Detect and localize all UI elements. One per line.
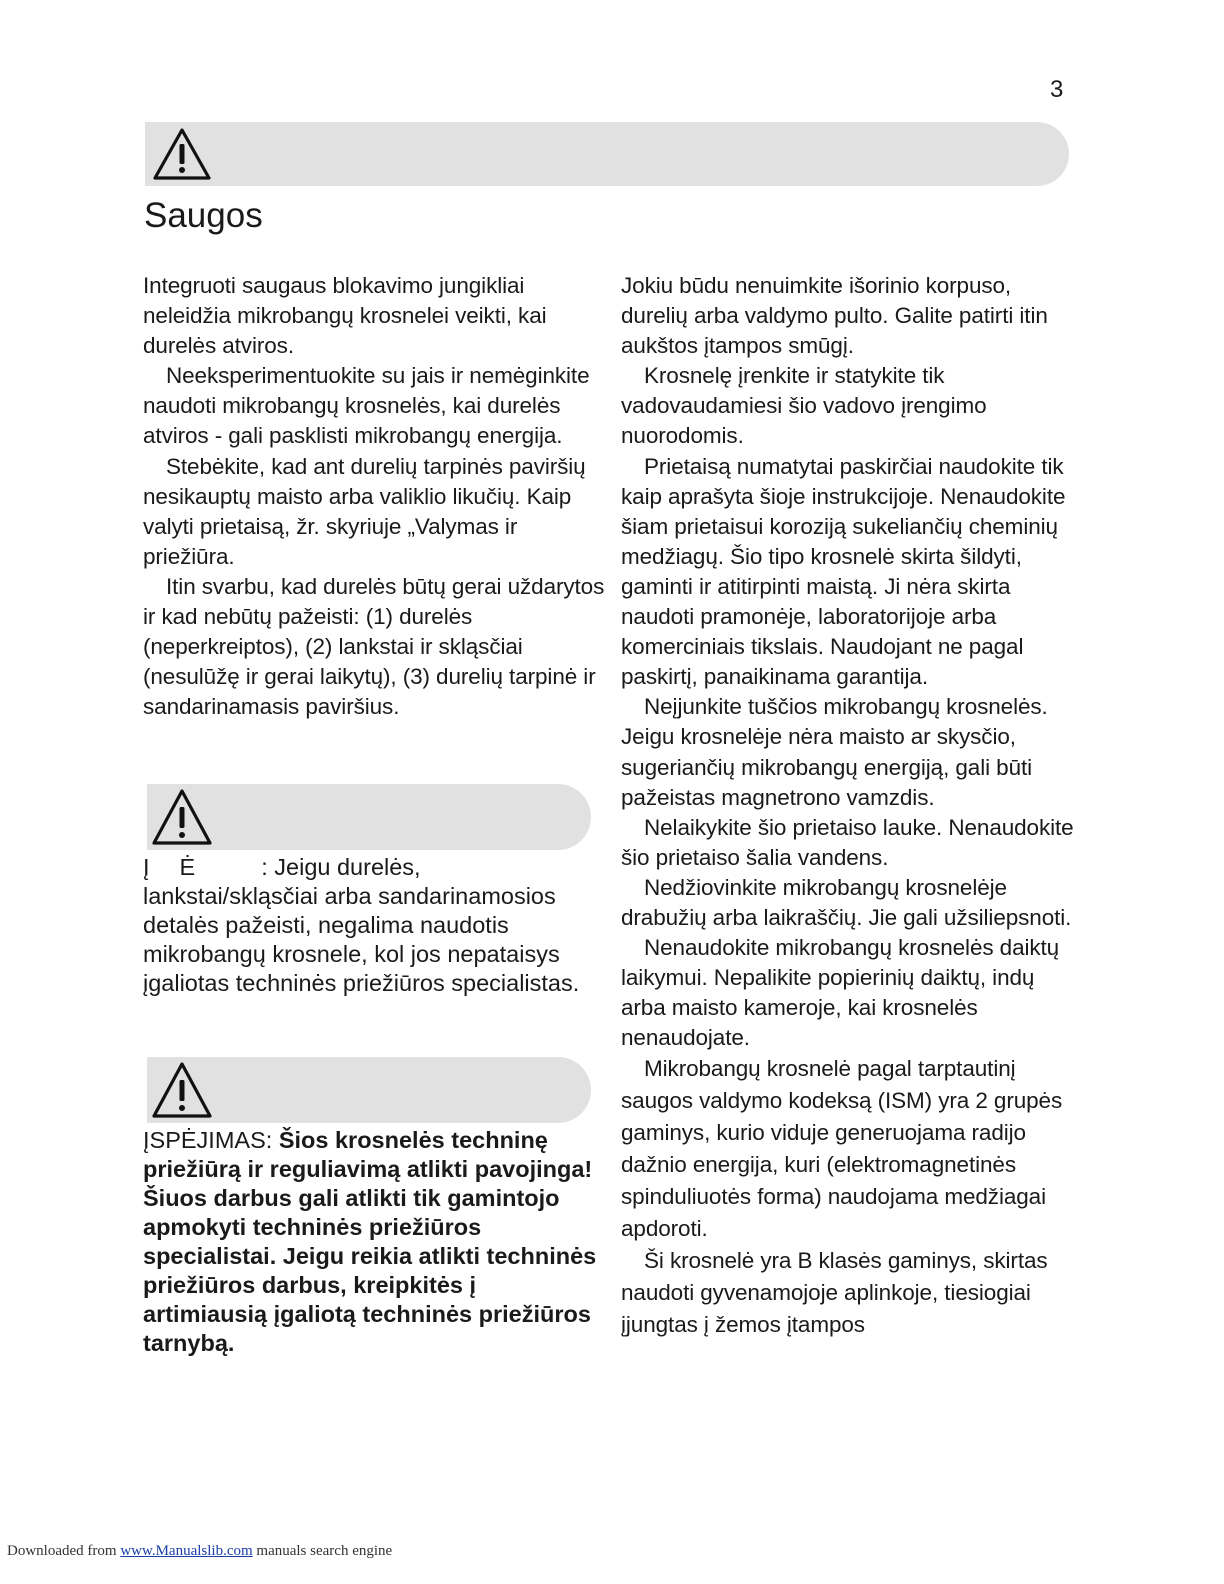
- paragraph: Nedžiovinkite mikrobangų krosnelėje drabužių arba laikraščių. Jie gali užsiliepsnoti.: [621, 874, 1072, 930]
- paragraph: Mikrobangų krosnelė pagal tarptautinį saugos valdymo kodeksą (ISM) yra 2 grupės gaminys, kurio viduje generuojama radijo dažnio energija, kuri (elektromagnetinės spinduliuotės forma) naudojama medžiagai apdoroti.: [621, 1056, 1063, 1242]
- warning-triangle-icon: [150, 1060, 214, 1120]
- footer: [7, 1543, 392, 1560]
- section-title: Saugos: [144, 196, 263, 235]
- paragraph: Neįjunkite tuščios mikrobangų krosnelės. Jeigu krosnelėje nėra maisto ar skysčio, sugeriančių mikrobangų energiją, gali būti pažeistas magnetrono vamzdis.: [621, 694, 1048, 810]
- paragraph: Nenaudokite mikrobangų krosnelės daiktų laikymui. Nepalikite popierinių daiktų, indų arba maisto kameroje, kai krosnelės nenaudojate.: [621, 935, 1060, 1051]
- warning-body: : Jeigu durelės, lankstai/skląsčiai arba sandarinamosios detalės pažeisti, negalima naudotis mikrobangų krosnele, kol jos nepataisys įgaliotas techninės priežiūros specialistas.: [143, 854, 580, 996]
- section-header-bar: [145, 122, 1069, 186]
- warning-label: ĮSPĖJIMAS:: [143, 1127, 279, 1153]
- warning-bar: [147, 1057, 591, 1123]
- warning-bar: [147, 784, 591, 850]
- paragraph: Prietaisą numatytai paskirčiai naudokite tik kaip aprašyta šioje instrukcijoje. Nenaudokite šiam prietaisui koroziją sukeliančių cheminių medžiagų. Šio tipo krosnelė skirta šildyti, gaminti ir atitirpinti maistą. Ji nėra skirta naudoti pramonėje, laboratorijoje arba komerciniais tikslais. Naudojant ne pagal paskirtį, panaikinama garantija.: [621, 453, 1066, 690]
- right-column: [621, 271, 1079, 1341]
- paragraph: Stebėkite, kad ant durelių tarpinės paviršių nesikauptų maisto arba valiklio likučių. Kaip valyti prietaisą, žr. skyriuje „Valymas ir priežiūra.: [143, 453, 586, 569]
- paragraph: Itin svarbu, kad durelės būtų gerai uždarytos ir kad nebūtų pažeisti: (1) durelės (neperkreiptos), (2) lankstai ir skląsčiai (nesulūžę ir gerai laikytų), (3) durelių tarpinė ir sandarinamasis paviršius.: [143, 573, 605, 720]
- paragraph: Krosnelę įrenkite ir statykite tik vadovaudamiesi šio vadovo įrengimo nuorodomis.: [621, 363, 987, 449]
- warning-text: [143, 1126, 598, 1358]
- manualslib-link[interactable]: www.Manualslib.com: [120, 1543, 253, 1559]
- paragraph: Neeksperimentuokite su jais ir nemėginkite naudoti mikrobangų krosnelės, kai durelės atviros - gali pasklisti mikrobangų energija.: [143, 363, 590, 449]
- paragraph: Ši krosnelė yra B klasės gaminys, skirtas naudoti gyvenamojoje aplinkoje, tiesiogiai įjungtas į žemos įtampos: [621, 1248, 1048, 1338]
- left-column: [143, 271, 605, 722]
- warning-triangle-icon: [151, 126, 213, 182]
- warning-letter: Ė: [179, 854, 196, 880]
- warning-text: [143, 853, 598, 998]
- warning-letter: Į: [143, 854, 150, 880]
- page-number: 3: [1050, 76, 1064, 103]
- paragraph: Nelaikykite šio prietaiso lauke. Nenaudokite šio prietaiso šalia vandens.: [621, 814, 1074, 870]
- warning-body: Šios krosnelės techninę priežiūrą ir reguliavimą atlikti pavojinga! Šiuos darbus gali atlikti tik gamintojo apmokyti techninės priežiūros specialistai. Jeigu reikia atlikti techninės priežiūros darbus, kreipkitės į artimiausią įgaliotą techninės priežiūros tarnybą.: [143, 1127, 597, 1356]
- paragraph: Integruoti saugaus blokavimo jungikliai neleidžia mikrobangų krosnelei veikti, kai durelės atviros.: [143, 273, 547, 359]
- paragraph: Jokiu būdu nenuimkite išorinio korpuso, durelių arba valdymo pulto. Galite patirti itin aukštos įtampos smūgį.: [621, 273, 1048, 359]
- footer-prefix: Downloaded from: [7, 1543, 121, 1559]
- warning-triangle-icon: [150, 787, 214, 847]
- footer-suffix: manuals search engine: [252, 1543, 393, 1559]
